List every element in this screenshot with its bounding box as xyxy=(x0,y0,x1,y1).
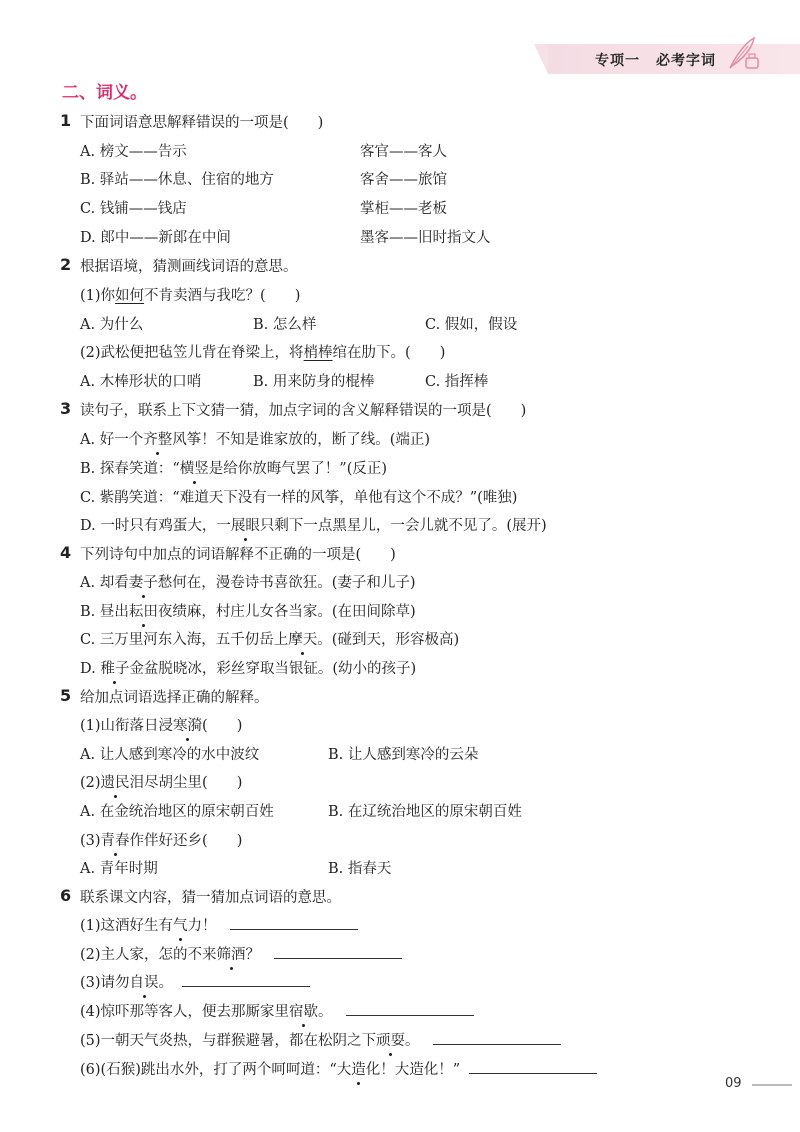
q4-option-b: B. 昼出耘田夜绩麻，村庄儿女各当家。(在田间除草) xyxy=(80,600,416,621)
q6-sub4: (4)惊吓那等客人，便去那厮家里宿歇。 xyxy=(80,1000,474,1021)
q2-stem: 根据语境，猜测画线词语的意思。 xyxy=(80,259,298,275)
header-part1: 专项一 xyxy=(595,53,640,69)
dotted-word: 妻子 xyxy=(129,571,158,592)
dotted-word: 青春 xyxy=(101,829,130,850)
q4-stem: 下列诗句中加点的词语解释不正确的一项是( ) xyxy=(80,547,396,563)
underlined-word: 梢棒 xyxy=(303,345,333,361)
page-number-rule xyxy=(752,1084,792,1086)
q3-number: 3 xyxy=(60,399,72,418)
answer-blank[interactable] xyxy=(346,1001,474,1016)
q5-sub2: (2)遗民泪尽胡尘里( ) xyxy=(80,771,242,792)
feather-ink-icon xyxy=(722,34,762,74)
q5-sub1-option-b: B. 让人感到寒冷的云朵 xyxy=(328,747,479,763)
q6-sub3: (3)请勿自误。 xyxy=(80,971,310,992)
q2-sub2-option-a: A. 木棒形状的口哨 xyxy=(80,374,202,390)
dotted-word: 寒漪 xyxy=(173,714,202,735)
q3-option-c: C. 紫鹃笑道：“难道天下没有一样的风筝，单他有这个不成？”(唯独) xyxy=(80,490,518,506)
q6-sub6: (6)(石猴)跳出水外，打了两个呵呵道：“大造化！大造化！” xyxy=(80,1058,597,1079)
q5-sub2-option-a: A. 在金统治地区的原宋朝百姓 xyxy=(80,804,274,820)
q2-sub1-option-a: A. 为什么 xyxy=(80,317,144,333)
dotted-word: 耘田 xyxy=(129,600,158,621)
q1-option-c: C. 钱铺——钱店 xyxy=(80,201,187,217)
q1-option-b: B. 驿站——休息、住宿的地方 xyxy=(80,172,274,188)
q3-option-a: A. 好一个齐整风筝！不知是谁家放的，断了线。(端正) xyxy=(80,428,430,449)
q4-option-a: A. 却看妻子愁何在，漫卷诗书喜欲狂。(妻子和儿子) xyxy=(80,571,416,592)
q2-sub1-option-c: C. 假如，假设 xyxy=(425,317,518,333)
page-number: 09 xyxy=(725,1076,742,1091)
q2-number: 2 xyxy=(60,255,72,274)
q2-sub1-option-b: B. 怎么样 xyxy=(253,317,317,333)
q3-stem: 读句子，联系上下文猜一猜，加点字词的含义解释错误的一项是( ) xyxy=(80,403,527,419)
q1-option-a2: 客官——客人 xyxy=(360,144,447,160)
q5-sub3-option-a: A. 青年时期 xyxy=(80,861,158,877)
dotted-word: 自误 xyxy=(130,971,159,992)
dotted-word: 筛酒 xyxy=(217,943,246,964)
answer-blank[interactable] xyxy=(182,972,310,987)
header-part2: 必考字词 xyxy=(656,53,716,69)
dotted-word: 横竖 xyxy=(180,457,209,478)
q1-option-c2: 掌柜——老板 xyxy=(360,201,447,217)
dotted-word: 展眼 xyxy=(231,514,260,535)
answer-blank[interactable] xyxy=(469,1059,597,1074)
q2-sub2-option-c: C. 指挥棒 xyxy=(425,374,489,390)
q5-stem: 给加点词语选择正确的解释。 xyxy=(80,690,269,706)
q3-option-b: B. 探春笑道：“横竖是给你放晦气罢了！”(反正) xyxy=(80,457,387,478)
q1-option-d: D. 郎中——新郎在中间 xyxy=(80,230,231,246)
q2-sub1: (1)你如何不肯卖酒与我吃？( ) xyxy=(80,288,301,304)
dotted-word: 有气力 xyxy=(159,914,203,935)
underlined-word: 如何 xyxy=(115,288,145,304)
q4-option-d: D. 稚子金盆脱晓冰，彩丝穿取当银钲。(幼小的孩子) xyxy=(80,657,416,678)
q2-sub2-option-b: B. 用来防身的棍棒 xyxy=(253,374,375,390)
dotted-word: 摩天 xyxy=(288,628,317,649)
q5-sub3: (3)青春作伴好还乡( ) xyxy=(80,829,242,850)
q5-sub3-option-b: B. 指春天 xyxy=(328,861,392,877)
q1-option-d2: 墨客——旧时指文人 xyxy=(360,230,491,246)
q1-option-b2: 客舍——旅馆 xyxy=(360,172,447,188)
q1-option-a: A. 榜文——告示 xyxy=(80,144,187,160)
q6-sub1: (1)这酒好生有气力！ xyxy=(80,914,358,935)
q5-sub1-option-a: A. 让人感到寒冷的水中波纹 xyxy=(80,747,260,763)
header-title xyxy=(595,50,716,70)
q6-number: 6 xyxy=(60,886,72,905)
q4-number: 4 xyxy=(60,543,72,562)
q6-sub5: (5)一朝天气炎热，与群猴避暑，都在松阴之下顽耍。 xyxy=(80,1029,561,1050)
answer-blank[interactable] xyxy=(230,915,358,930)
dotted-word: 顽耍 xyxy=(376,1029,405,1050)
dotted-word: 遗民 xyxy=(101,771,130,792)
q5-number: 5 xyxy=(60,686,72,705)
q1-number: 1 xyxy=(60,111,72,130)
q4-option-c: C. 三万里河东入海，五千仞岳上摩天。(碰到天，形容极高) xyxy=(80,628,459,649)
q3-option-d: D. 一时只有鸡蛋大，一展眼只剩下一点黑星儿，一会儿就不见了。(展开) xyxy=(80,514,547,535)
dotted-word: 齐整 xyxy=(143,428,172,449)
q6-sub2: (2)主人家，怎的不来筛酒？ xyxy=(80,943,402,964)
q6-stem: 联系课文内容，猜一猜加点词语的意思。 xyxy=(80,890,341,906)
section-title: 二、词义。 xyxy=(62,83,147,103)
answer-blank[interactable] xyxy=(433,1030,561,1045)
q2-sub2: (2)武松便把毡笠儿背在脊梁上，将梢棒绾在肋下。( ) xyxy=(80,345,446,361)
q1-stem: 下面词语意思解释错误的一项是( ) xyxy=(80,115,324,131)
q5-sub2-option-b: B. 在辽统治地区的原宋朝百姓 xyxy=(328,804,522,820)
q5-sub1: (1)山衔落日浸寒漪( ) xyxy=(80,714,242,735)
dotted-word: 大造化 xyxy=(337,1058,381,1079)
dotted-word: 宿歇 xyxy=(289,1000,318,1021)
dotted-word: 稚子 xyxy=(100,657,129,678)
answer-blank[interactable] xyxy=(274,944,402,959)
